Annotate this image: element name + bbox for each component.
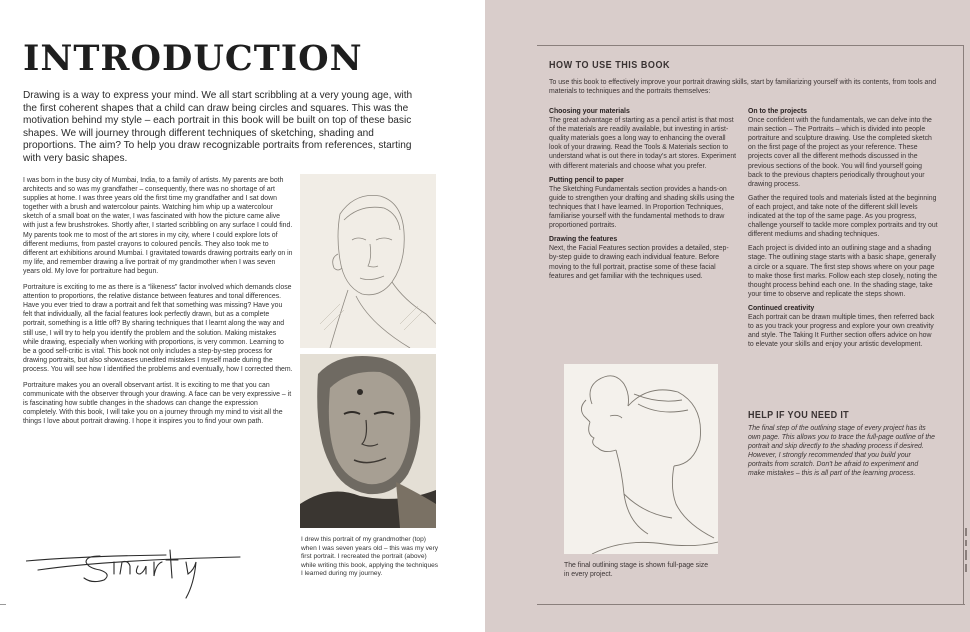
body-paragraph: Portraiture is exciting to me as there is a “likeness” factor involved which demands close attention to proportions, the relative distance between features and tonal differences. Have you ever tried to draw a portrait and felt that something was missing? Have you felt that individually, all the facial features look perfectly drawn, but as a complete portrait, something is a little off? By sharing techniques that I learnt along the way and still use, I will try to help you identify the problem and the solution. Making mistakes while drawing, especially when working with proportions, is very common. Learning to be a good self-critic is vital. This book not only includes a step-by-step process for drawing portraits, but also showcases unedited mistakes I myself made during the process. You will see how I identified the problems and eventually, how I corrected them. bbox=[23, 284, 293, 373]
instructions-column-b bbox=[748, 107, 938, 354]
childhood-portrait-sketch bbox=[300, 174, 436, 348]
instructions-column-a bbox=[549, 107, 738, 286]
page-edge-rule bbox=[0, 604, 6, 605]
grandmother-portrait-drawing bbox=[300, 354, 436, 528]
portrait-drawing bbox=[300, 354, 436, 528]
how-to-use-intro: To use this book to effectively improve your portrait drawing skills, start by familiarizing yourself with its contents, from tools and materials to techniques and the portraits themselves: bbox=[549, 79, 937, 95]
section-text: Each project is divided into an outlining stage and a shading stage. The outlining stage starts with a basic shape, generally a circle or a square. The first step shows where on your page to make those first marks. Follow each step closely, noting the thought process behind each one. In the shading stage, take your time to observe and replicate the steps shown. bbox=[748, 245, 938, 298]
body-paragraph: Portraiture makes you an overall observant artist. It is exciting to me that you can communicate with the observer through your drawing. A face can be very expressive – it is fascinating how subtle changes in the shadows can change the expression completely. With this book, I will take you on a journey through my mind to visit all the things I love about portrait drawing. I hope it inspires you to find your own path. bbox=[23, 381, 292, 426]
signature-drawing bbox=[26, 540, 241, 602]
author-signature bbox=[26, 540, 241, 602]
section-heading: Choosing your materials bbox=[549, 108, 630, 115]
edge-glyphs bbox=[963, 526, 969, 576]
intro-lead: Drawing is a way to express your mind. We all start scribbling at a very young age, with the first coherent shapes that a child can draw being circles and squares. This was the motivation behind my style – each portrait in this book will be built on top of these basic shapes. We will journey through different techniques of sketching, shading and proportions. The aim? To help you draw recognizable portraits from references, starting with very basic shapes. bbox=[23, 90, 413, 164]
outline-caption: The final outlining stage is shown full-page size in every project. bbox=[564, 562, 709, 578]
section-heading: Drawing the features bbox=[549, 236, 618, 244]
how-to-use-heading: HOW TO USE THIS BOOK bbox=[549, 59, 671, 71]
body-paragraph: I was born in the busy city of Mumbai, India, to a family of artists. My parents are both architects and so was my grandfather – consequently, there was no shortage of art supplies at home. I was three years old the first time my grandfather and I sat down together with a brush and watercolour paints. Watching him whip up a watercolour sketch of a small boat on the water, I was fascinated with how the picture came alive with just a few brushstrokes. Shortly after, I started scribbling on any surface I could find. My parents took me to most of the art stores in my city, where I could explore lots of different mediums, from pastel crayons to coloured pencils. They also took me to different art exhibitions around Mumbai. I gravitated towards drawing portraits early on in my life, and remember drawing a live portrait of my grandmother when I was seven years old. My love for portraiture had begun. bbox=[23, 177, 293, 275]
section-text: The Sketching Fundamentals section provides a hands-on guide to strengthen your drafting and shading skills using the techniques that I have learned. In Proportion Techniques, familiarise yourself with the fundamental methods to draw proportioned portraits. bbox=[549, 185, 735, 230]
section-heading: On to the projects bbox=[748, 108, 807, 115]
section-heading: Putting pencil to paper bbox=[549, 176, 624, 184]
section-text: Once confident with the fundamentals, we can delve into the main section – The Portraits – which is divided into people portraiture and sculpture drawing. Use the completed sketch on the first page of the project as your reference. These projects cover all the different methods discussed in the previous sections of the book. You will find yourself going back to the previous chapters periodically throughout your drawing process. bbox=[748, 117, 932, 188]
help-text: The final step of the outlining stage of every project has its own page. This allows you to trace the full-page outline of the portrait and skip directly to the shading process if desired. However, I strongly recommended that you build your portraits from scratch. Don't be afraid to experiment and make mistakes – this is all part of the learning process. bbox=[748, 425, 935, 477]
section-text: Each portrait can be drawn multiple times, then referred back to as you track your progress and explore your own creativity and style. The Taking It Further section offers advice on how to elevate your skills and enjoy your artistic development. bbox=[748, 313, 935, 349]
section-text: The great advantage of starting as a pencil artist is that most of the materials are readily available, but investing in artist-quality materials goes a long way to enhancing the overall look of your drawing. Read the Tools & Materials section to understand what is out there in today's art stores. Experiment with different materials and choose what you prefer. bbox=[549, 117, 737, 170]
portrait-caption: I drew this portrait of my grandmother (top) when I was seven years old – this was my very first portrait. I recreated the portrait (above) while writing this book, applying the techniques I learned during my journey. bbox=[301, 536, 439, 578]
section-heading: Continued creativity bbox=[748, 304, 815, 312]
page-edge-mark bbox=[963, 526, 969, 576]
outline-stage-sketch bbox=[564, 364, 718, 554]
help-heading: HELP IF YOU NEED IT bbox=[748, 409, 850, 421]
page-title: INTRODUCTION bbox=[23, 38, 363, 79]
intro-body bbox=[23, 176, 293, 433]
sketch-drawing bbox=[300, 174, 436, 348]
section-text: Gather the required tools and materials listed at the beginning of each project, and take note of the different skill levels indicated at the top of the same page. As you progress, challenge yourself to tackle more complex portraits and try out different mediums and shading techniques. bbox=[748, 194, 938, 239]
section-text: Next, the Facial Features section provides a detailed, step-by-step guide to drawing each individual feature. Before moving to the full portrait, practise some of these facial features and get familiar with the techniques used. bbox=[549, 245, 729, 280]
outline-drawing bbox=[564, 364, 718, 554]
frame-tick bbox=[949, 604, 965, 605]
